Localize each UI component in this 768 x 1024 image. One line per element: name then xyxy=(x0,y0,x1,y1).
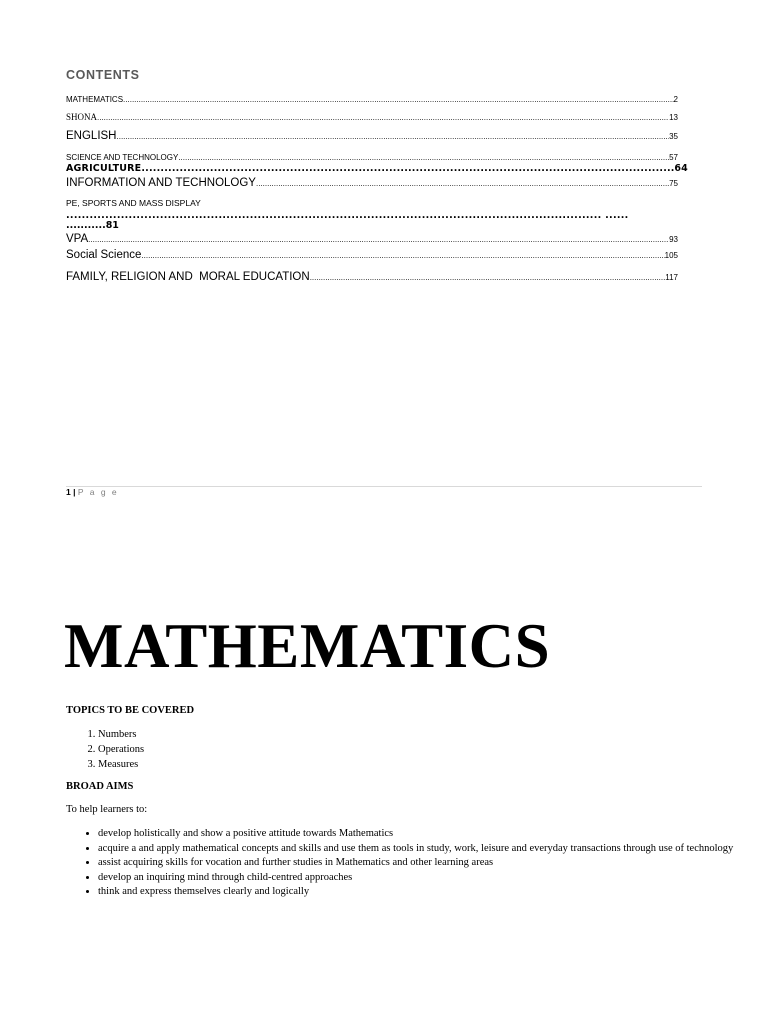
toc-entry-page: 117 xyxy=(665,273,678,282)
topics-list xyxy=(66,727,144,772)
toc-entry-title: MATHEMATICS xyxy=(66,95,124,104)
toc-entry-english[interactable] xyxy=(66,130,678,142)
aims-heading: BROAD AIMS xyxy=(66,781,134,792)
topics-heading: TOPICS TO BE COVERED xyxy=(66,705,195,716)
toc-entry-pe-sports-page: ...........81 xyxy=(66,220,119,231)
toc-entry-page: 2 xyxy=(673,95,678,104)
toc-entry-title: SHONA xyxy=(66,112,98,122)
toc-entry-family-religion-moral-education[interactable] xyxy=(66,271,678,283)
page-label: P a g e xyxy=(77,487,119,497)
toc-leader xyxy=(123,95,674,104)
list-item: • think and express themselves clearly and logically xyxy=(98,885,738,900)
toc-leader xyxy=(117,132,670,141)
aims-list xyxy=(66,827,738,900)
toc-leader xyxy=(141,163,674,174)
toc-leader xyxy=(178,153,669,162)
list-item: • acquire a and apply mathematical concepts and skills and use them as tools in study, work, leisure and everyday transactions through use of technology xyxy=(98,842,738,857)
toc-entry-title: AGRICULTURE xyxy=(66,163,142,174)
toc-entry-social-science[interactable] xyxy=(66,249,678,261)
footer-divider xyxy=(66,486,702,487)
list-item: • assist acquiring skills for vocation and further studies in Mathematics and other learning areas xyxy=(98,856,738,871)
footer-separator: | xyxy=(73,487,76,497)
list-item: 3. Measures xyxy=(98,757,144,772)
toc-entry-title: SCIENCE AND TECHNOLOGY xyxy=(66,153,179,162)
toc-entry-page: 75 xyxy=(669,179,678,188)
list-item: • develop an inquiring mind through child-centred approaches xyxy=(98,871,738,886)
toc-entry-title: ENGLISH xyxy=(66,130,117,142)
aims-intro: To help learners to: xyxy=(66,804,148,815)
list-item: • develop holistically and show a positive attitude towards Mathematics xyxy=(98,827,738,842)
toc-entry-title: INFORMATION AND TECHNOLOGY xyxy=(66,177,256,189)
list-item: 2. Operations xyxy=(98,742,144,757)
toc-leader: ......................................................................................................................................... ...... xyxy=(66,210,629,221)
toc-entry-science-and-technology[interactable] xyxy=(66,153,678,162)
toc-entry-page: 64 xyxy=(674,163,688,174)
toc-entry-shona[interactable] xyxy=(66,112,678,122)
toc-entry-title: VPA xyxy=(66,233,89,245)
toc-entry-title: FAMILY, RELIGION AND MORAL EDUCATION xyxy=(66,271,310,283)
contents-heading: CONTENTS xyxy=(66,68,140,82)
toc-entry-pe-sports-title[interactable]: PE, SPORTS AND MASS DISPLAY xyxy=(66,198,201,208)
toc-leader xyxy=(97,113,669,122)
toc-entry-page: 13 xyxy=(669,113,678,122)
toc-entry-information-and-technology[interactable] xyxy=(66,177,678,189)
toc-entry-page: 93 xyxy=(669,235,678,244)
toc-entry-mathematics[interactable] xyxy=(66,95,678,104)
toc-leader xyxy=(88,235,669,244)
toc-entry-vpa[interactable] xyxy=(66,233,678,245)
toc-entry-page: 105 xyxy=(664,251,678,260)
toc-entry-title: Social Science xyxy=(66,249,142,261)
page-footer xyxy=(66,487,119,497)
section-heading: MATHEMATICS xyxy=(64,611,551,681)
toc-leader xyxy=(141,251,664,260)
toc-leader xyxy=(256,179,669,188)
toc-entry-agriculture[interactable] xyxy=(66,163,688,174)
list-item: 1. Numbers xyxy=(98,727,144,742)
page-number: 1 xyxy=(66,487,71,497)
toc-entry-page: 35 xyxy=(669,132,678,141)
toc-leader xyxy=(310,273,666,282)
toc-entry-page: 57 xyxy=(669,153,678,162)
